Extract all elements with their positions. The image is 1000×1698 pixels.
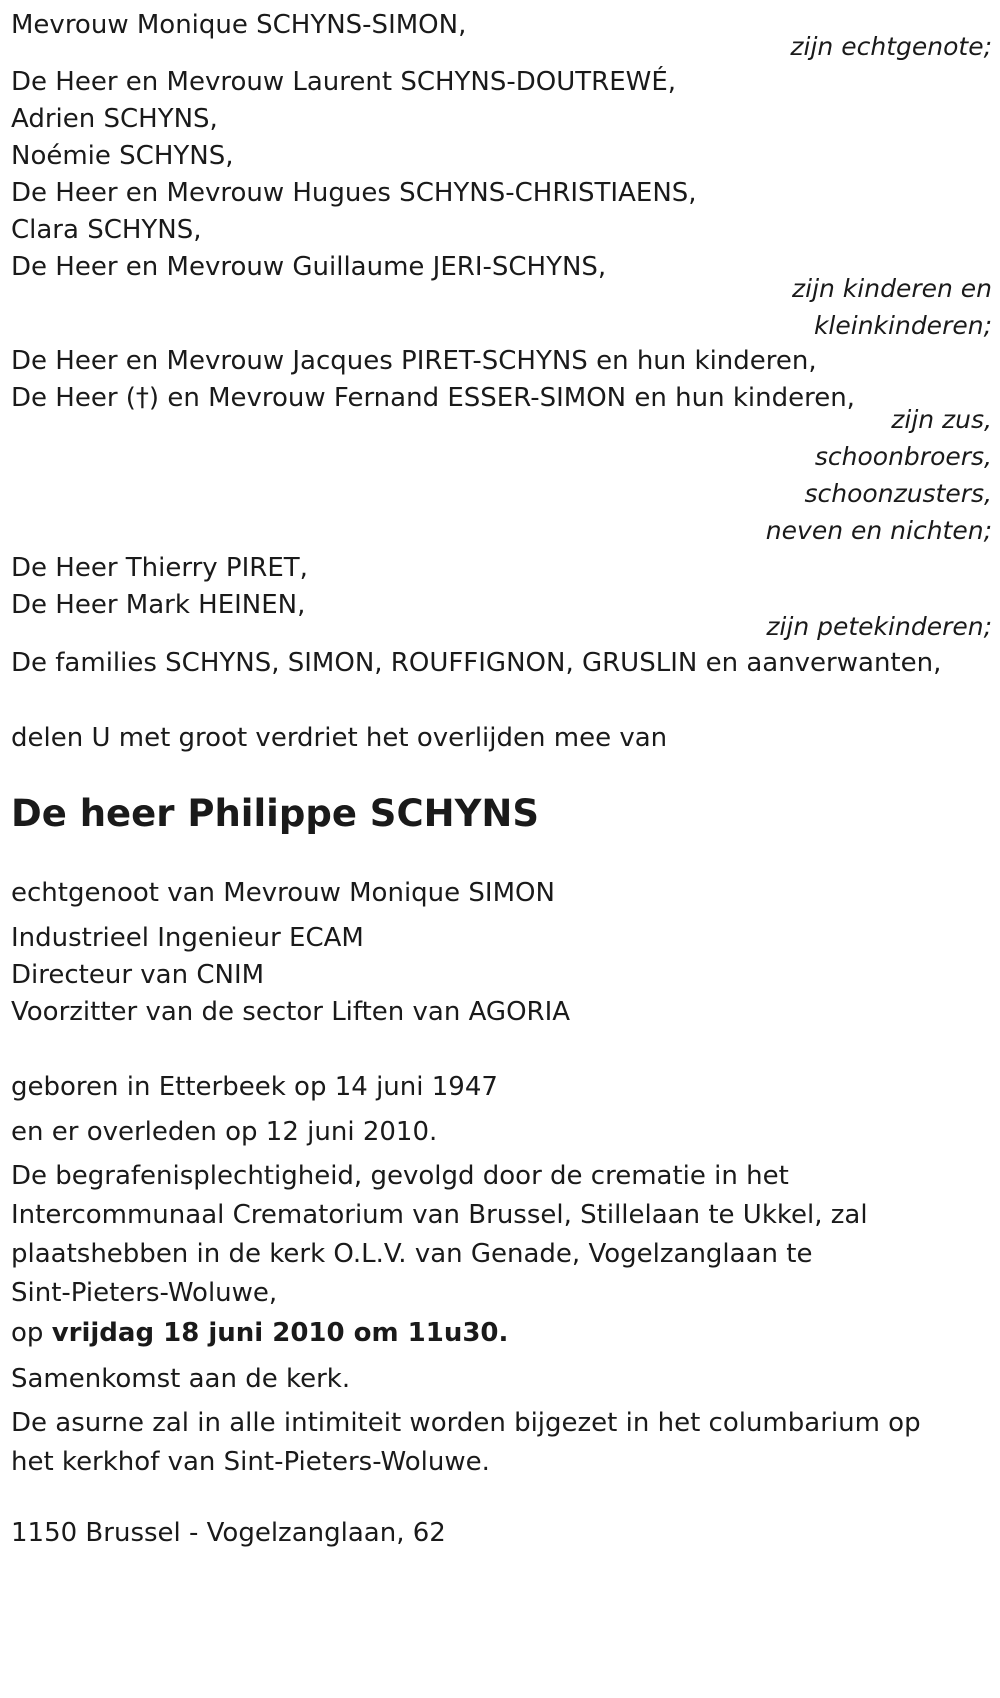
ceremony-line: Intercommunaal Crematorium van Brussel, Stillelaan te Ukkel, zal <box>11 1200 868 1230</box>
relation-siblings: zijn zus, <box>891 405 992 434</box>
ceremony-line: De begrafenisplechtigheid, gevolgd door de crematie in het <box>11 1161 789 1191</box>
death-line: en er overleden op 12 juni 2010. <box>11 1117 438 1147</box>
deceased-name: De heer Philippe SCHYNS <box>11 792 539 835</box>
child-name: Adrien SCHYNS, <box>11 104 218 134</box>
spouse-line: echtgenoot van Mevrouw Monique SIMON <box>11 878 555 908</box>
sibling-name: De Heer en Mevrouw Jacques PIRET-SCHYNS en hun kinderen, <box>11 346 817 376</box>
child-name: Noémie SCHYNS, <box>11 141 234 171</box>
ceremony-description <box>11 1157 971 1313</box>
announcement-text: delen U met groot verdriet het overlijden mee van <box>11 723 668 753</box>
godchild-name: De Heer Mark HEINEN, <box>11 590 306 620</box>
urn-line: De asurne zal in alle intimiteit worden bijgezet in het columbarium op <box>11 1408 921 1438</box>
child-name: Clara SCHYNS, <box>11 215 202 245</box>
date-prefix: op <box>11 1318 52 1348</box>
urn-line: het kerkhof van Sint-Pieters-Woluwe. <box>11 1447 490 1477</box>
godchild-name: De Heer Thierry PIRET, <box>11 553 308 583</box>
title-line: Directeur van CNIM <box>11 960 265 990</box>
sibling-name: De Heer (†) en Mevrouw Fernand ESSER-SIMON en hun kinderen, <box>11 383 855 413</box>
title-line: Voorzitter van de sector Liften van AGORIA <box>11 997 571 1027</box>
relation-siblings: neven en nichten; <box>765 516 992 545</box>
relation-spouse: zijn echtgenote; <box>790 32 992 61</box>
ceremony-date: vrijdag 18 juni 2010 om 11u30. <box>51 1318 509 1348</box>
child-name: De Heer en Mevrouw Laurent SCHYNS-DOUTREWÉ, <box>11 67 677 97</box>
title-line: Industrieel Ingenieur ECAM <box>11 923 364 953</box>
relation-godchildren: zijn petekinderen; <box>766 612 992 641</box>
spouse-name: Mevrouw Monique SCHYNS-SIMON, <box>11 10 467 40</box>
ceremony-line: Sint-Pieters-Woluwe, <box>11 1278 278 1308</box>
relation-children: zijn kinderen en <box>792 274 992 303</box>
relation-siblings: schoonzusters, <box>804 479 992 508</box>
ceremony-line: plaatshebben in de kerk O.L.V. van Genade, Vogelzanglaan te <box>11 1239 813 1269</box>
child-name: De Heer en Mevrouw Guillaume JERI-SCHYNS, <box>11 252 607 282</box>
child-name: De Heer en Mevrouw Hugues SCHYNS-CHRISTIAENS, <box>11 178 697 208</box>
urn-paragraph <box>11 1404 971 1482</box>
birth-line: geboren in Etterbeek op 14 juni 1947 <box>11 1072 498 1102</box>
relation-siblings: schoonbroers, <box>814 442 992 471</box>
address-line: 1150 Brussel - Vogelzanglaan, 62 <box>11 1518 446 1548</box>
relation-children: kleinkinderen; <box>813 311 992 340</box>
ceremony-date-line <box>11 1316 508 1350</box>
gathering-line: Samenkomst aan de kerk. <box>11 1364 351 1394</box>
families-line: De families SCHYNS, SIMON, ROUFFIGNON, GRUSLIN en aanverwanten, <box>11 648 942 678</box>
